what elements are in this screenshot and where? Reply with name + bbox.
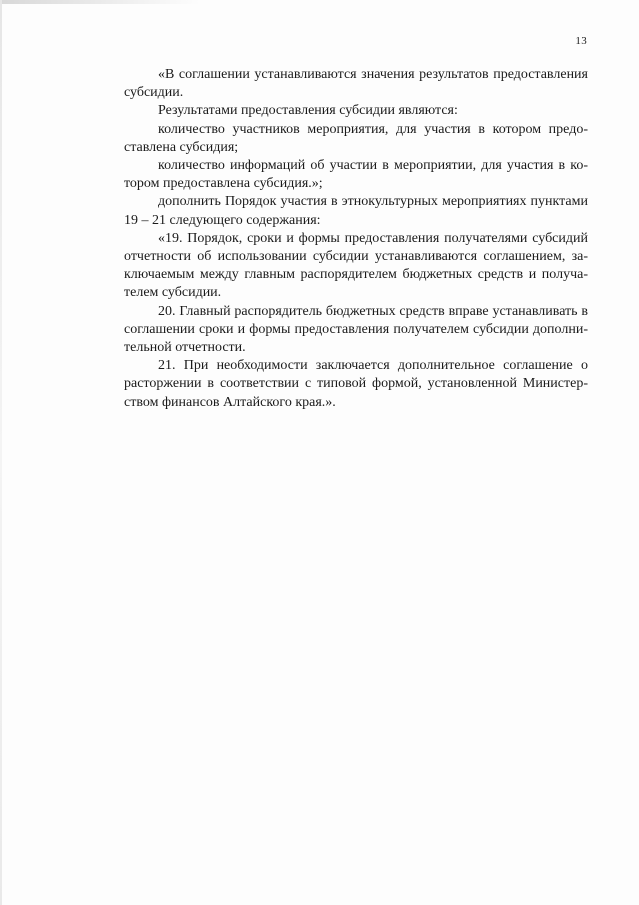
text-line: телем субсидии. (124, 285, 222, 301)
text-line: количество участников мероприятия, для участия в котором предо- (158, 121, 588, 137)
text-line: 20. Главный распорядитель бюджетных средств вправе устанавливать в (158, 303, 588, 319)
body-text (90, 66, 588, 412)
scan-artifact-left (0, 0, 2, 905)
text-line: дополнить Порядок участия в этнокультурных мероприятиях пунктами (158, 194, 588, 210)
paragraph-1 (90, 66, 588, 102)
paragraph-5 (90, 193, 588, 229)
text-line: Результатами предоставления субсидии являются: (158, 103, 458, 119)
text-line: 21. При необходимости заключается дополнительное соглашение о (158, 358, 588, 374)
paragraph-6 (90, 230, 588, 303)
text-line: соглашении сроки и формы предоставления получателем субсидии дополни- (124, 321, 588, 337)
text-line: тельной отчетности. (124, 340, 246, 356)
text-line: ством финансов Алтайского края.». (124, 394, 336, 410)
text-line: расторжении в соответствии с типовой формой, установленной Министер- (124, 376, 588, 392)
text-line: 19 – 21 следующего содержания: (124, 212, 321, 228)
paragraph-2 (90, 102, 588, 120)
paragraph-4 (90, 157, 588, 193)
text-line: количество информаций об участии в мероприятии, для участия в ко- (158, 158, 588, 174)
page-number: 13 (575, 35, 587, 47)
text-line: субсидии. (124, 85, 184, 101)
text-line: отчетности об использовании субсидии устанавливаются соглашением, за- (124, 249, 588, 265)
text-line: ключаемым между главным распорядителем бюджетных средств и получа- (124, 267, 588, 283)
text-line: «19. Порядок, сроки и формы предоставления получателями субсидий (158, 230, 588, 246)
text-line: ставлена субсидия; (124, 139, 239, 155)
text-line: тором предоставлена субсидия.»; (124, 176, 323, 192)
paragraph-3 (90, 121, 588, 157)
scan-artifact-top (0, 0, 200, 4)
paragraph-7 (90, 303, 588, 358)
paragraph-8 (90, 357, 588, 412)
text-line: «В соглашении устанавливаются значения результатов предоставления (158, 67, 588, 82)
